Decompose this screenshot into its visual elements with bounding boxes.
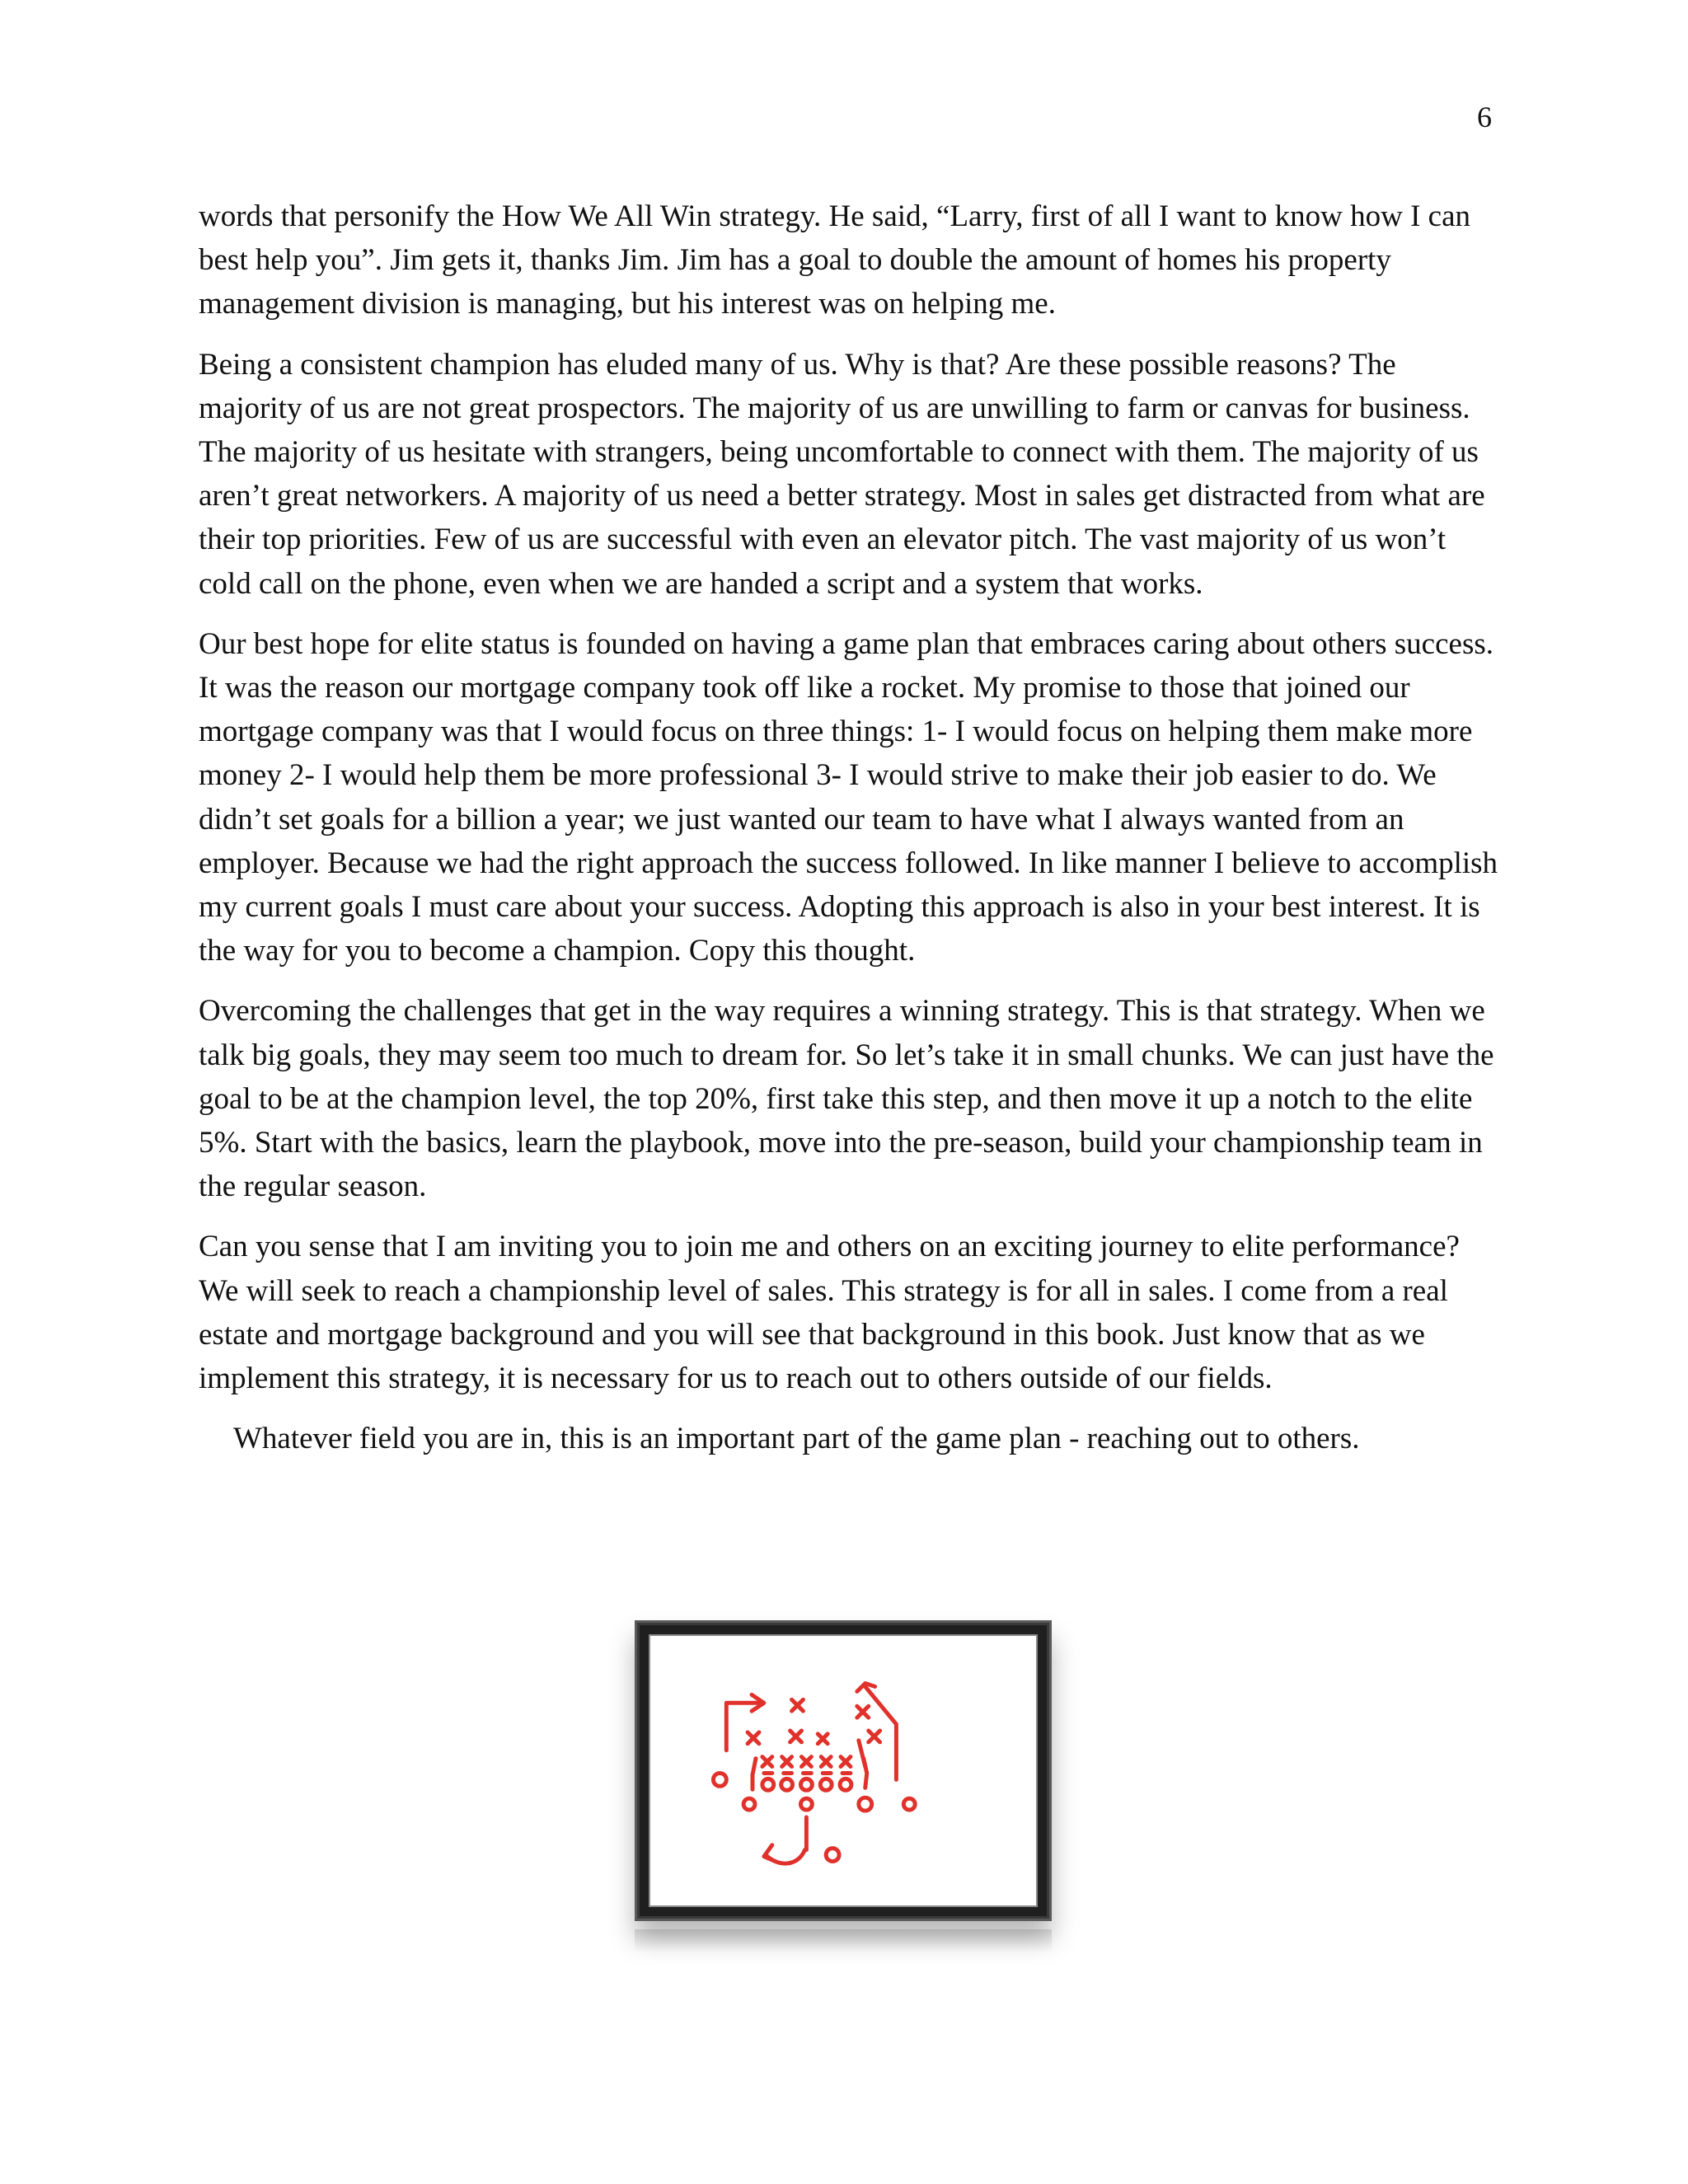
paragraph-5: Can you sense that I am inviting you to join me and others on an exciting journey to elite performance? We will seek to reach a championship level of sales. This strategy is for all in sales. I come from a real estate and mortgage background and you will see that background in this book. Just know that as we implement this strategy, it is necessary for us to reach out to others outside of our fields. [199, 1230, 1460, 1396]
playbook-figure [635, 1620, 1052, 1921]
paragraph-3: Our best hope for elite status is founded on having a game plan that embraces caring about others success. It was the reason our mortgage company took off like a rocket. My promise to those that joined our mortgage company was that I would focus on three things: 1- I would focus on helping them make more money 2- I would help them be more professional 3- I would strive to make their job easier to do. We didn’t set goals for a billion a year; we just wanted our team to have what I always wanted from an employer. Because we had the right approach the success followed. In like manner I believe to accomplish my current goals I must care about your success. Adopting this approach is also in your best interest. It is the way for you to become a champion. Copy this thought. [199, 626, 1498, 968]
paragraph-2: Being a consistent champion has eluded many of us. Why is that? Are these possible reasons? The majority of us are not great prospectors. The majority of us are unwilling to farm or canvas for business. The majority of us hesitate with strangers, being uncomfortable to connect with them. The majority of us aren’t great networkers. A majority of us need a better strategy. Most in sales get distracted from what are their top priorities. Few of us are successful with even an elevator pitch. The vast majority of us won’t cold call on the phone, even when we are handed a script and a system that works. [199, 347, 1485, 601]
frame-shadow [635, 1929, 1052, 1952]
paragraph-6: Whatever field you are in, this is an important part of the game plan - reaching out to others. [233, 1422, 1360, 1456]
whiteboard [649, 1634, 1038, 1907]
football-play-diagram-icon [650, 1636, 1036, 1905]
body-text [199, 194, 1501, 1477]
paragraph-1: words that personify the How We All Win strategy. He said, “Larry, first of all I want to know how I can best help you”. Jim gets it, thanks Jim. Jim has a goal to double the amount of homes his property management division is managing, but his interest was on helping me. [199, 199, 1470, 321]
paragraph-4: Overcoming the challenges that get in the way requires a winning strategy. This is that strategy. When we talk big goals, they may seem too much to dream for. So let’s take it in small chunks. We can just have the goal to be at the champion level, the top 20%, first take this step, and then move it up a notch to the elite 5%. Start with the basics, learn the playbook, move into the pre-season, build your championship team in the regular season. [199, 994, 1494, 1204]
picture-frame [635, 1620, 1052, 1921]
page-number: 6 [1477, 101, 1492, 134]
